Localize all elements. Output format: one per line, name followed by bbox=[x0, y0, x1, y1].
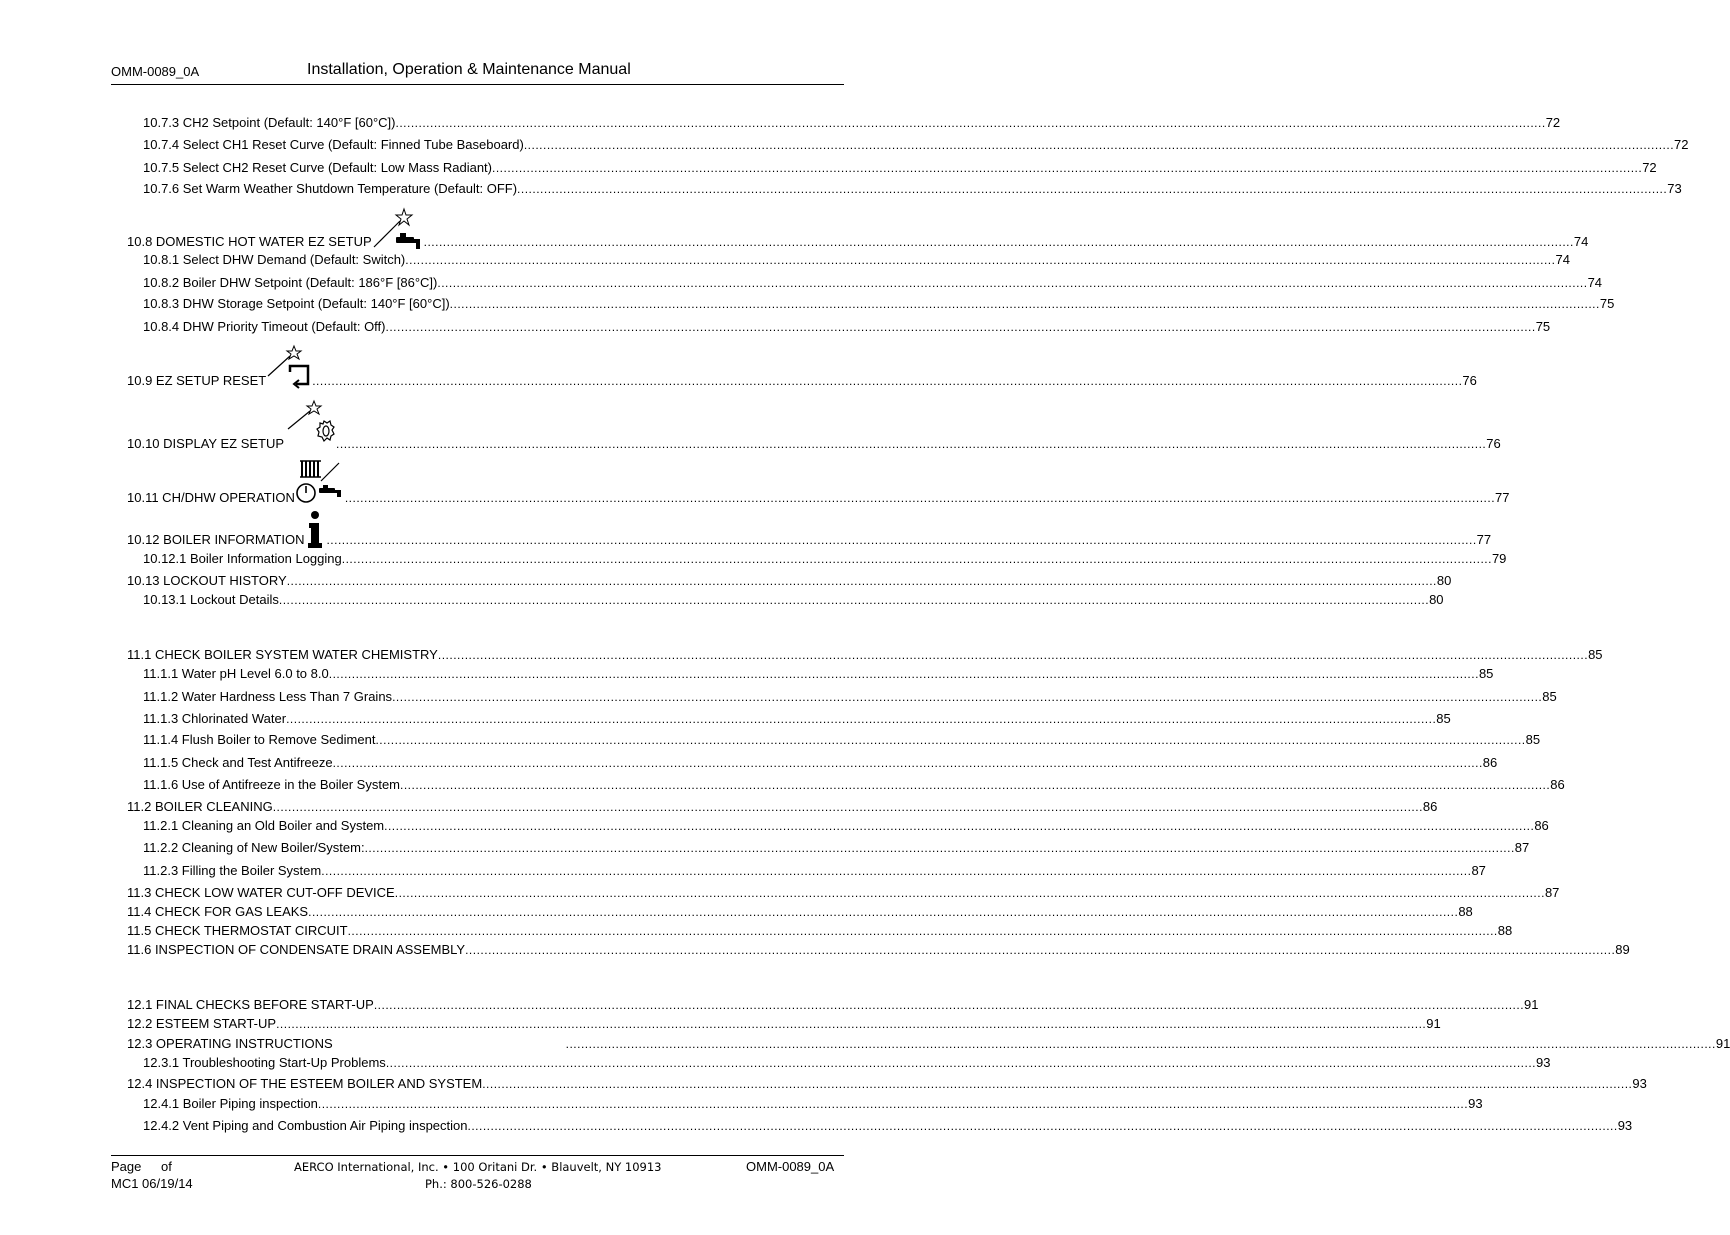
toc-leader: ............................................................................................................................................................................................................................................................................................................ bbox=[449, 297, 1600, 311]
toc-leader: ............................................................................................................................................................................................................................................................................................................ bbox=[392, 690, 1543, 704]
header-title: Installation, Operation & Maintenance Manual bbox=[307, 61, 631, 78]
toc-entry[interactable] bbox=[127, 880, 1560, 900]
toc-leader: ............................................................................................................................................................................................................................................................................................................ bbox=[321, 864, 1472, 878]
footer-revision: MC1 06/19/14 bbox=[111, 1176, 193, 1191]
toc-leader: ............................................................................................................................................................................................................................................................................................................ bbox=[437, 276, 1588, 290]
toc-page-number: 74 bbox=[1573, 234, 1589, 249]
toc-entry[interactable] bbox=[127, 1031, 1730, 1051]
radiator-icon bbox=[300, 461, 321, 477]
toc-page-number: 72 bbox=[1545, 115, 1561, 130]
toc-entry-title: 10.8.1 Select DHW Demand (Default: Switch) bbox=[143, 252, 406, 267]
footer-phone: Ph.: 800-526-0288 bbox=[425, 1177, 532, 1191]
toc-entry[interactable] bbox=[143, 110, 1561, 130]
toc-page-number: 75 bbox=[1535, 319, 1551, 334]
toc-leader: ............................................................................................................................................................................................................................................................................................................ bbox=[347, 924, 1498, 938]
toc-entry[interactable] bbox=[143, 587, 1444, 607]
toc-entry[interactable] bbox=[143, 546, 1507, 566]
toc-entry-title: 11.1.5 Check and Test Antifreeze bbox=[143, 755, 333, 770]
toc-page-number: 93 bbox=[1617, 1118, 1633, 1133]
toc-page-number: 85 bbox=[1525, 732, 1541, 747]
toc-page-number: 91 bbox=[1426, 1016, 1441, 1031]
toc-entry[interactable] bbox=[143, 314, 1551, 334]
toc-entry-title: 10.7.6 Set Warm Weather Shutdown Temperature (Default: OFF) bbox=[143, 181, 518, 196]
toc-page-number: 85 bbox=[1478, 666, 1494, 681]
toc-entry[interactable] bbox=[143, 155, 1657, 175]
toc-leader: ............................................................................................................................................................................................................................................................................................................ bbox=[375, 733, 1526, 747]
toc-page-number: 80 bbox=[1436, 573, 1452, 588]
toc-leader: ............................................................................................................................................................................................................................................................................................................ bbox=[326, 533, 1477, 547]
footer-page-label: Page bbox=[111, 1159, 142, 1174]
toc-leader: ............................................................................................................................................................................................................................................................................................................ bbox=[492, 161, 1643, 175]
toc-page-number: 86 bbox=[1482, 755, 1498, 770]
toc-page-number: 76 bbox=[1462, 373, 1477, 388]
toc-page-number: 87 bbox=[1544, 885, 1560, 900]
toc-leader: ............................................................................................................................................................................................................................................................................................................ bbox=[565, 1037, 1716, 1051]
toc-leader: ............................................................................................................................................................................................................................................................................................................ bbox=[341, 552, 1492, 566]
toc-page-number: 91 bbox=[1524, 997, 1539, 1012]
toc-entry[interactable] bbox=[143, 813, 1549, 833]
toc-entry-title: 11.2 BOILER CLEANING bbox=[127, 799, 273, 814]
toc-entry[interactable] bbox=[143, 270, 1603, 290]
toc-page-number: 86 bbox=[1422, 799, 1438, 814]
toc-leader: ............................................................................................................................................................................................................................................................................................................ bbox=[344, 491, 1496, 505]
toc-entry-title: 10.7.3 CH2 Setpoint (Default: 140°F [60°C]) bbox=[143, 115, 396, 130]
toc-entry[interactable] bbox=[143, 706, 1451, 726]
clock-icon bbox=[297, 484, 315, 502]
toc-entry-title: 10.11 CH/DHW OPERATION bbox=[127, 490, 295, 505]
toc-page-number: 89 bbox=[1615, 942, 1630, 957]
toc-entry-title: 11.6 INSPECTION OF CONDENSATE DRAIN ASSEMBLY bbox=[127, 942, 466, 957]
toc-entry[interactable] bbox=[127, 527, 1492, 547]
footer-doc-id: OMM-0089_0A bbox=[746, 1159, 835, 1174]
faucet-icon bbox=[319, 485, 341, 497]
toc-entry-title: 10.8 DOMESTIC HOT WATER EZ SETUP bbox=[127, 234, 372, 249]
toc-entry-title: 10.10 DISPLAY EZ SETUP bbox=[127, 436, 285, 451]
toc-page-number: 85 bbox=[1542, 689, 1557, 704]
toc-entry-title: 12.4.1 Boiler Piping inspection bbox=[143, 1096, 318, 1111]
toc-leader: ............................................................................................................................................................................................................................................................................................................ bbox=[336, 437, 1487, 451]
toc-entry[interactable] bbox=[127, 937, 1630, 957]
toc-page-number: 85 bbox=[1436, 711, 1451, 726]
toc-entry[interactable] bbox=[143, 727, 1541, 747]
toc-entry-title: 11.1 CHECK BOILER SYSTEM WATER CHEMISTRY bbox=[127, 647, 438, 662]
toc-page-number: 74 bbox=[1555, 252, 1570, 267]
wand-icon bbox=[288, 401, 321, 429]
toc-entry-title: 10.8.2 Boiler DHW Setpoint (Default: 186°F [86°C]) bbox=[143, 275, 438, 290]
toc-entry-title: 10.13.1 Lockout Details bbox=[143, 592, 279, 607]
reset-arrows-icon bbox=[290, 366, 308, 388]
toc-leader: ............................................................................................................................................................................................................................................................................................................ bbox=[278, 593, 1430, 607]
toc-entry[interactable] bbox=[127, 368, 1477, 388]
toc-entry-title: 12.2 ESTEEM START-UP bbox=[127, 1016, 277, 1031]
toc-entry[interactable] bbox=[143, 291, 1615, 311]
toc-leader: ............................................................................................................................................................................................................................................................................................................ bbox=[467, 1119, 1618, 1133]
footer-of-label: of bbox=[161, 1159, 172, 1174]
toc-entry[interactable] bbox=[143, 132, 1689, 152]
toc-entry-title: 12.4.2 Vent Piping and Combustion Air Piping inspection bbox=[143, 1118, 468, 1133]
toc-leader: ............................................................................................................................................................................................................................................................................................................ bbox=[332, 756, 1483, 770]
gear-icon bbox=[317, 421, 334, 441]
toc-entry[interactable] bbox=[143, 1050, 1551, 1070]
toc-entry-title: 10.7.5 Select CH2 Reset Curve (Default: Low Mass Radiant) bbox=[143, 160, 492, 175]
toc-leader: ............................................................................................................................................................................................................................................................................................................ bbox=[437, 648, 1589, 662]
toc-entry-title: 12.1 FINAL CHECKS BEFORE START-UP bbox=[127, 997, 374, 1012]
toc-leader: ............................................................................................................................................................................................................................................................................................................ bbox=[523, 138, 1675, 152]
toc-entry-title: 10.13 LOCKOUT HISTORY bbox=[127, 573, 287, 588]
toc-leader: ............................................................................................................................................................................................................................................................................................................ bbox=[423, 235, 1574, 249]
toc-entry-title: 11.5 CHECK THERMOSTAT CIRCUIT bbox=[127, 923, 348, 938]
toc-page-number: 74 bbox=[1587, 275, 1603, 290]
toc-page-number: 93 bbox=[1468, 1096, 1483, 1111]
toc-page-number: 76 bbox=[1486, 436, 1501, 451]
toc-entry[interactable] bbox=[127, 992, 1539, 1012]
toc-entry-title: 11.2.2 Cleaning of New Boiler/System: bbox=[143, 840, 365, 855]
toc-leader: ............................................................................................................................................................................................................................................................................................................ bbox=[385, 1056, 1537, 1070]
toc-entry[interactable] bbox=[127, 485, 1510, 505]
toc-page-number: 88 bbox=[1497, 923, 1513, 938]
toc-entry[interactable] bbox=[127, 1011, 1441, 1031]
toc-leader: ............................................................................................................................................................................................................................................................................................................ bbox=[384, 819, 1535, 833]
wand-icon bbox=[268, 346, 301, 376]
header-rule bbox=[111, 84, 844, 85]
toc-page-number: 77 bbox=[1476, 532, 1492, 547]
toc-entry-title: 12.3 OPERATING INSTRUCTIONS bbox=[127, 1036, 333, 1051]
toc-entry[interactable] bbox=[143, 684, 1557, 704]
toc-page-number: 93 bbox=[1536, 1055, 1551, 1070]
toc-entry-title: 11.1.1 Water pH Level 6.0 to 8.0 bbox=[143, 666, 329, 681]
toc-entry-title: 11.2.3 Filling the Boiler System bbox=[143, 863, 322, 878]
toc-entry[interactable] bbox=[127, 1071, 1647, 1091]
toc-page-number: 72 bbox=[1642, 160, 1657, 175]
toc-page-number: 93 bbox=[1632, 1076, 1647, 1091]
toc-entry[interactable] bbox=[127, 568, 1452, 588]
toc-page-number: 79 bbox=[1491, 551, 1507, 566]
toc-leader: ............................................................................................................................................................................................................................................................................................................ bbox=[276, 1017, 1427, 1031]
display-ez-setup-icon bbox=[284, 437, 336, 451]
toc-entry-title: 11.1.3 Chlorinated Water bbox=[143, 711, 287, 726]
toc-entry[interactable] bbox=[143, 661, 1494, 681]
toc-entry-title: 10.9 EZ SETUP RESET bbox=[127, 373, 267, 388]
toc-leader: ............................................................................................................................................................................................................................................................................................................ bbox=[395, 116, 1546, 130]
toc-entry[interactable] bbox=[143, 750, 1498, 770]
toc-entry[interactable] bbox=[127, 899, 1473, 919]
toc-entry-title: 10.12 BOILER INFORMATION bbox=[127, 532, 305, 547]
footer-address: AERCO International, Inc. • 100 Oritani Dr. • Blauvelt, NY 10913 bbox=[294, 1160, 662, 1174]
toc-entry[interactable] bbox=[127, 229, 1589, 249]
toc-entry-title: 11.1.2 Water Hardness Less Than 7 Grains bbox=[143, 689, 393, 704]
toc-page-number: 72 bbox=[1674, 137, 1689, 152]
toc-leader: ............................................................................................................................................................................................................................................................................................................ bbox=[394, 886, 1545, 900]
toc-entry-title: 10.12.1 Boiler Information Logging bbox=[143, 551, 342, 566]
toc-entry[interactable] bbox=[143, 858, 1486, 878]
toc-entry-title: 12.3.1 Troubleshooting Start-Up Problems bbox=[143, 1055, 386, 1070]
toc-leader: ............................................................................................................................................................................................................................................................................................................ bbox=[272, 800, 1423, 814]
footer-rule bbox=[111, 1155, 844, 1156]
toc-page-number: 91 bbox=[1715, 1036, 1730, 1051]
toc-leader: ............................................................................................................................................................................................................................................................................................................ bbox=[312, 374, 1463, 388]
toc-entry-title: 10.7.4 Select CH1 Reset Curve (Default: Finned Tube Baseboard) bbox=[143, 137, 524, 152]
toc-leader: ............................................................................................................................................................................................................................................................................................................ bbox=[517, 182, 1668, 196]
toc-entry[interactable] bbox=[143, 1091, 1483, 1111]
toc-leader: ............................................................................................................................................................................................................................................................................................................ bbox=[405, 253, 1556, 267]
toc-page-number: 85 bbox=[1588, 647, 1603, 662]
toc-page-number: 75 bbox=[1599, 296, 1615, 311]
toc-entry[interactable] bbox=[127, 918, 1513, 938]
toc-entry-title: 11.1.6 Use of Antifreeze in the Boiler System bbox=[143, 777, 401, 792]
toc-entry-title: 11.1.4 Flush Boiler to Remove Sediment bbox=[143, 732, 376, 747]
toc-entry-title: 10.8.4 DHW Priority Timeout (Default: Off) bbox=[143, 319, 386, 334]
toc-entry[interactable] bbox=[143, 176, 1682, 196]
toc-entry-title: 11.3 CHECK LOW WATER CUT-OFF DEVICE bbox=[127, 885, 395, 900]
toc-page-number: 88 bbox=[1458, 904, 1473, 919]
toc-entry[interactable] bbox=[143, 835, 1530, 855]
info-icon bbox=[308, 511, 322, 548]
toc-leader: ............................................................................................................................................................................................................................................................................................................ bbox=[385, 320, 1536, 334]
toc-leader: ............................................................................................................................................................................................................................................................................................................ bbox=[286, 574, 1437, 588]
toc-entry-title: 10.8.3 DHW Storage Setpoint (Default: 140°F [60°C]) bbox=[143, 296, 450, 311]
toc-leader: ............................................................................................................................................................................................................................................................................................................ bbox=[465, 943, 1616, 957]
toc-leader: ............................................................................................................................................................................................................................................................................................................ bbox=[364, 841, 1515, 855]
ez-setup-reset-icon bbox=[266, 374, 312, 388]
toc-entry[interactable] bbox=[143, 772, 1565, 792]
toc-leader: ............................................................................................................................................................................................................................................................................................................ bbox=[400, 778, 1551, 792]
toc-leader: ............................................................................................................................................................................................................................................................................................................ bbox=[286, 712, 1437, 726]
ch-dhw-operation-icon bbox=[295, 491, 345, 505]
toc-entry[interactable] bbox=[143, 1113, 1633, 1133]
toc-page-number: 77 bbox=[1495, 490, 1510, 505]
toc-leader: ............................................................................................................................................................................................................................................................................................................ bbox=[373, 998, 1525, 1012]
toc-page-number: 73 bbox=[1667, 181, 1682, 196]
toc-entry[interactable] bbox=[143, 247, 1570, 267]
toc-entry-title: 12.4 INSPECTION OF THE ESTEEM BOILER AND SYSTEM bbox=[127, 1076, 483, 1091]
toc-entry[interactable] bbox=[127, 431, 1501, 451]
toc-leader: ............................................................................................................................................................................................................................................................................................................ bbox=[308, 905, 1459, 919]
toc-leader: ............................................................................................................................................................................................................................................................................................................ bbox=[328, 667, 1479, 681]
toc-page-number: 87 bbox=[1514, 840, 1530, 855]
boiler-information-icon bbox=[304, 533, 326, 547]
toc-leader: ............................................................................................................................................................................................................................................................................................................ bbox=[317, 1097, 1469, 1111]
toc-page-number: 87 bbox=[1471, 863, 1486, 878]
toc-page-number: 80 bbox=[1429, 592, 1444, 607]
toc-page-number: 86 bbox=[1550, 777, 1565, 792]
toc-leader: ............................................................................................................................................................................................................................................................................................................ bbox=[482, 1077, 1633, 1091]
toc-entry[interactable] bbox=[127, 642, 1603, 662]
toc-entry-title: 11.2.1 Cleaning an Old Boiler and System bbox=[143, 818, 385, 833]
toc-entry[interactable] bbox=[127, 794, 1438, 814]
toc-entry-title: 11.4 CHECK FOR GAS LEAKS bbox=[127, 904, 309, 919]
toc-page-number: 86 bbox=[1534, 818, 1549, 833]
header-doc-id: OMM-0089_0A bbox=[111, 64, 200, 79]
